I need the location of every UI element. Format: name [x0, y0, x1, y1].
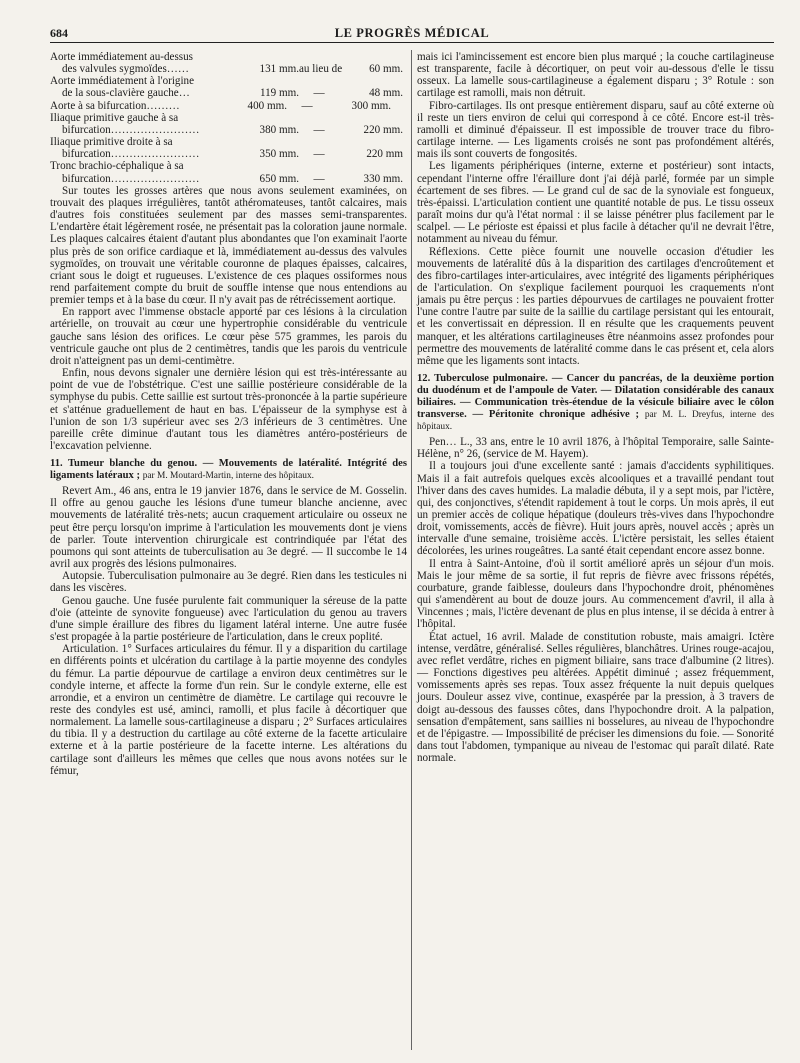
- case-title: 12. Tuberculose pulmonaire. — Cancer du pancréas, de la deuxième portion du duodénum et de l'ampoule de Vater. — Dilatation considérable des canaux biliaires. — Communication très-étendue de la vésicule biliaire avec le côlon transverse. — Péritonite chronique adhésive ;: [417, 373, 774, 421]
- paragraph: État actuel, 16 avril. Malade de constitution robuste, mais amaigri. Ictère intense, verdâtre, généralisé. Selles régulières, blanchâtres. Urines rouge-acajou, avec reflet verdâtre, riches en pigment biliaire, sans trace d'albumine (2 litres). — Fonctions digestives peu altérées. Appétit diminué ; assez fréquemment, vomissements après ses repas. Toux assez fréquente la nuit depuis quelques jours. Douleur assez vive, continue, exaspérée par la pression, à 3 travers de doigt au-dessous des fausses côtes, dans l'hypochondre droit. A la palpation, sensation d'empâtement, sans saillies ni bosselures, au niveau de l'hypochondre et de l'épigastre. — Impossibilité de préciser les dimensions du foie. — Sonorité dans tout l'abdomen, tympanique au niveau de l'estomac qui paraît dilaté. Rate normale.: [417, 630, 775, 765]
- paragraph: Réflexions. Cette pièce fournit une nouvelle occasion d'étudier les mouvements de latéralité dûs à la disparition des cartilages d'encroûtement et des fibro-cartilages inter-articulaires, avec intégrité des ligaments périphériques de l'articulation. On s'explique facilement pourquoi les craquements n'ont jamais pu être perçus : les parties dépourvues de cartilages ne pouvaient frotter l'une contre l'autre par suite de la saillie du cartilage persistant qui les entourait, et les convertissait en dépression. Il en résulte que les craquements peuvent manquer, et les altérations cartilagineuses être néanmoins assez profondes pour permettre des mouvements de latéralité comme dans le cas présent et, cela alors même que les ligaments sont intacts.: [417, 245, 774, 367]
- paragraph: Revert Am., 46 ans, entra le 19 janvier 1876, dans le service de M. Gosselin. Il offre au genou gauche les lésions d'une tumeur blanche ancienne, avec mouvements de latéralité très-nets; aucun craquement articulaire ou osseux ne peut être perçu lorsqu'on imprime à l'articulation les mouvements dont je viens de parler. Toute intervention chirurgicale est contrindiquée par l'état des poumons qui sont atteints de tuberculisation au 3e degré. — Il succombe le 14 avril aux progrès des lésions pulmonaires.: [50, 485, 407, 571]
- left-column: [50, 51, 407, 777]
- measurement-row: Aorte immédiatement au-dessus des valvules sygmoïdes…… 131 mm. au lieu de 60 mm.: [50, 51, 403, 76]
- case-title: 11. Tumeur blanche du genou. — Mouvements de latéralité. Intégrité des ligaments latéraux ;: [50, 458, 407, 482]
- paragraph: Fibro-cartilages. Ils ont presque entièrement disparu, sauf au côté externe où il reste un tiers environ de celui qui correspond à ce côté. Encore est-il très-ramolli et diminué d'épaisseur. Il est impossible de trouver trace du fibro-cartilage interne. — Les ligaments croisés ne sont pas profondément altérés, mais ils sont couverts de fongosités.: [417, 99, 774, 161]
- paragraph: mais ici l'amincissement est encore bien plus marqué ; la couche cartilagineuse est transparente, facile à décortiquer, on peut voir au-dessous d'elle le tissu osseux. La lamelle sous-cartilagineuse a également disparu ; 3° Rotule : son cartilage est ramolli, mais non détruit.: [417, 51, 774, 100]
- case-author: par M. L. Dreyfus, interne des hôpitaux.: [417, 410, 775, 433]
- measurement-row: Aorte immédiatement à l'origine de la sous-clavière gauche… 119 mm. — 48 mm.: [50, 75, 403, 100]
- case-heading: [50, 458, 407, 482]
- measurement-row: Aorte à sa bifurcation……… 400 mm. — 300 mm.: [50, 99, 391, 112]
- paragraph: Les ligaments périphériques (interne, externe et postérieur) sont intacts, cependant l'interne offre l'éraillure dont j'ai déjà parlé, formée par un simple écartement de ses fibres. — Le grand cul de sac de la synoviale est fongueux, très-épaissi. L'articulation contient une quantité notable de pus. Le tissu osseux paraît moins dur qu'à l'état normal : il se laisse pénétrer plus facilement par le scalpel. — Le périoste est épaissi et plus facile à détacher qu'il ne devrait l'être, notamment au niveau du fémur.: [417, 160, 774, 246]
- paragraph: Autopsie. Tuberculisation pulmonaire au 3e degré. Rien dans les testicules ni dans les viscères.: [50, 570, 407, 595]
- paragraph: Pen… L., 33 ans, entre le 10 avril 1876, à l'hôpital Temporaire, salle Sainte-Hélène, n° 26, (service de M. Hayem).: [417, 436, 774, 461]
- column-divider: [411, 50, 412, 1050]
- page-number: 684: [50, 26, 68, 40]
- case-heading: [417, 373, 774, 433]
- measurement-row: Iliaque primitive gauche à sa bifurcation…………………… 380 mm. — 220 mm.: [50, 111, 403, 136]
- measurement-row: Tronc brachio-céphalique à sa bifurcation…………………… 650 mm. — 330 mm.: [50, 160, 403, 185]
- measurements-table: [50, 51, 407, 185]
- journal-title: LE PROGRÈS MÉDICAL: [334, 26, 490, 40]
- measurement-row: Iliaque primitive droite à sa bifurcation…………………… 350 mm. — 220 mm: [50, 136, 403, 161]
- case-author: par M. Moutard-Martin, interne des hôpitaux.: [142, 471, 315, 482]
- paragraph: Enfin, nous devons signaler une dernière lésion qui est très-intéressante au point de vue de l'obstétrique. C'est une saillie postérieure considérable de la symphyse du pubis. Cette saillie est surtout très-prononcée à la partie supérieure et s'atténue graduellement de haut en bas. L'épaisseur de la symphyse est à l'union de son 1/3 supérieur avec ses 2/3 inférieurs de 3 centimètres. Une pareille crête diminue d'autant tous les diamètres antéro-postérieurs de l'excavation pelvienne.: [50, 367, 407, 452]
- paragraph: Il entra à Saint-Antoine, d'où il sortit amélioré après un séjour d'un mois. Mais le jour même de sa sortie, il fut repris de fièvre avec frissons répétés, courbature, grande faiblesse, douleurs dans l'hypochondre droit, phénomènes qui s'amendèrent au bout de douze jours. Au commencement d'avril, il alla à Vincennes ; mais, l'ictère devenant de plus en plus intense, il se décida à entrer à l'hôpital.: [417, 557, 774, 631]
- paragraph: Il a toujours joui d'une excellente santé : jamais d'accidents syphilitiques. Mais il a fait autrefois quelques excès alcooliques et a travaillé pendant tout l'hiver dans des caves humides. La maladie débuta, il y a sept mois, par l'ictère, qui, des conjonctives, s'étendit rapidement à tout le corps. Un mois après, il eut un premier accès de colique hépatique (douleurs très-vives dans l'hypochondre droit, vomissements, accès de fièvre). Huit jours après, nouvel accès ; après un intervalle d'une semaine, troisième accès. L'ictère persistait, les selles étaient décolorées, les urines rougeâtres. La santé était cependant encore assez bonne.: [417, 460, 774, 558]
- paragraph: Articulation. 1° Surfaces articulaires du fémur. Il y a disparition du cartilage en différents points et ulcération du cartilage à la partie moyenne des condyles du fémur. La partie dépourvue de cartilage a environ deux centimètres sur le condyle interne, et affecte la forme d'un rein. Sur le condyle externe, elle est arrondie, et a environ un centimètre de diamètre. Le cartilage qui recouvre le reste des condyles est usé, aminci, ramolli, et plus facile à décortiquer que normalement. La lamelle sous-cartilagineuse a disparu ; 2° Surfaces articulaires du tibia. Il y a destruction du cartilage au côté externe de la facette articulaire externe et à la partie postérieure de la facette interne. Les altérations du cartilage sont d'ailleurs les mêmes que celles que nous avons notées sur le fémur,: [50, 643, 407, 777]
- right-column: [417, 51, 774, 764]
- paragraph: Sur toutes les grosses artères que nous avons seulement examinées, on trouvait des plaques irrégulières, tantôt athéromateuses, tantôt calcaires, mais d'autres fois constituées seulement par des masses semi-transparentes. L'endartère était légèrement rosée, ne présentait pas la coloration jaune normale. Les plaques calcaires étaient d'autant plus abondantes que l'on examinait l'aorte plus près de son orifice cardiaque et là, immédiatement au-dessus des valvules sygmoïdes, on trouvait une véritable couronne de plaques épaisses, calcaires, criant sous le doigt et rugueuses. L'existence de ces plaques ossiformes nous rend parfaitement compte du bruit de souffle intense que nous entendions au premier temps et à la base du cœur. Il n'y avait pas de rétrécissement aortique.: [50, 184, 407, 307]
- paragraph: En rapport avec l'immense obstacle apporté par ces lésions à la circulation artérielle, on trouvait au cœur une hypertrophie considérable du ventricule gauche sans lésion des orifices. Le cœur pèse 575 grammes, les parois du ventricule gauche ont plus de 2 centimètres, tandis que les parois du ventricule droit n'atteignent pas un demi-centimètre.: [50, 306, 407, 367]
- page-header: [50, 26, 774, 43]
- paragraph: Genou gauche. Une fusée purulente fait communiquer la séreuse de la patte d'oie (atteinte de synovite fongueuse) avec l'articulation du genou au travers d'une simple éraillure des fibres du ligament latéral interne. Une autre fusée s'est propagée à la partie postérieure de l'articulation, dans le creux poplité.: [50, 594, 407, 644]
